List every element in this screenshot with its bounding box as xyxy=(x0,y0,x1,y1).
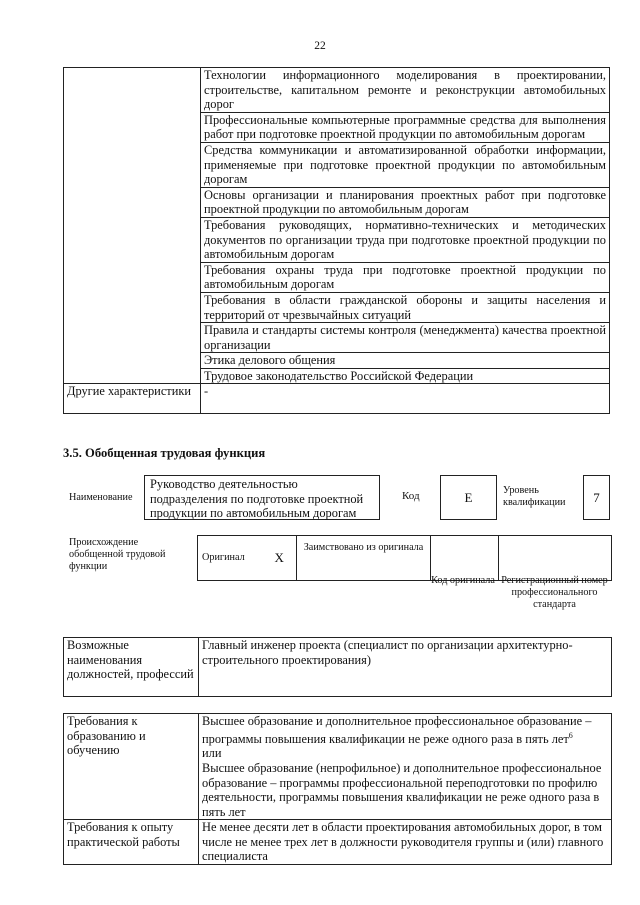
page-number: 22 xyxy=(314,40,326,52)
function-name-value: Руководство деятельностью подразделения по подготовке проектной продукции по автомобильным дорогам xyxy=(150,477,364,521)
original-mark: X xyxy=(263,536,297,581)
original-label: Оригинал xyxy=(198,536,263,581)
other-characteristics-label: Другие характеристики xyxy=(64,384,201,414)
level-box xyxy=(583,475,610,520)
code-label: Код xyxy=(402,490,420,502)
origin-reg-caption: Регистрационный номер профессионального стандарта xyxy=(501,575,608,610)
code-value: E xyxy=(464,490,473,505)
education-line-2: Высшее образование (непрофильное) и дополнительное профессиональное образование – программы профессиональной переподготовки по профилю деятельности, программы повышения квалификации не реже одного раза в пять лет xyxy=(202,760,602,819)
education-line-1: Высшее образование и дополнительное профессиональное образование – программы повышения квалификации не реже одного раза в пять лет xyxy=(202,714,592,746)
section-title: 3.5. Обобщенная трудовая функция xyxy=(63,446,266,460)
experience-label: Требования к опыту практической работы xyxy=(64,820,199,865)
knowledge-item: Правила и стандарты системы контроля (менеджмента) качества проектной организации xyxy=(201,323,610,353)
knowledge-item: Требования руководящих, нормативно-технических и методических документов по организации труда при подготовке проектной продукции по автомобильным дорогам xyxy=(201,217,610,262)
knowledge-item: Средства коммуникации и автоматизированной обработки информации, применяемые при подготовке проектной продукции по автомобильным дорогам xyxy=(201,142,610,187)
borrowed-label: Заимствовано из оригинала xyxy=(297,536,431,581)
origin-label: Происхождение обобщенной трудовой функции xyxy=(69,537,166,572)
positions-label: Возможные наименования должностей, профессий xyxy=(64,638,199,697)
other-characteristics-value: - xyxy=(201,384,610,414)
origin-reg-cell xyxy=(499,536,612,581)
origin-code-caption: Код оригинала xyxy=(431,575,495,586)
positions-value: Главный инженер проекта (специалист по организации архитектурно-строительного проектирования) xyxy=(199,638,612,697)
knowledge-item: Трудовое законодательство Российской Федерации xyxy=(201,368,610,384)
experience-value: Не менее десяти лет в области проектирования автомобильных дорог, в том числе не менее трех лет в должности руководителя группы и (или) главного специалиста xyxy=(199,820,612,865)
level-label: Уровень квалификации xyxy=(503,485,566,508)
origin-code-cell xyxy=(431,536,499,581)
function-name-box xyxy=(144,475,380,520)
knowledge-item: Основы организации и планирования проектных работ при подготовке проектной продукции по автомобильным дорогам xyxy=(201,187,610,217)
knowledge-item: Технологии информационного моделирования в проектировании, строительстве, капитальном ремонте и реконструкции автомобильных дорог xyxy=(201,68,610,113)
code-box xyxy=(440,475,497,520)
positions-table xyxy=(63,637,612,697)
knowledge-table xyxy=(63,67,610,414)
requirements-table xyxy=(63,713,612,865)
education-or: или xyxy=(202,746,222,761)
education-value xyxy=(199,714,612,820)
education-label: Требования к образованию и обучению xyxy=(64,714,199,820)
knowledge-item: Требования в области гражданской обороны и защиты населения и территорий от чрезвычайных ситуаций xyxy=(201,292,610,322)
name-label: Наименование xyxy=(69,492,133,503)
empty-label-cell xyxy=(64,68,201,384)
footnote-mark: 6 xyxy=(568,730,573,740)
knowledge-item: Требования охраны труда при подготовке проектной продукции по автомобильным дорогам xyxy=(201,262,610,292)
knowledge-item: Профессиональные компьютерные программные средства для выполнения работ при подготовке проектной продукции по автомобильным дорогам xyxy=(201,112,610,142)
level-value: 7 xyxy=(593,490,600,505)
knowledge-item: Этика делового общения xyxy=(201,353,610,369)
